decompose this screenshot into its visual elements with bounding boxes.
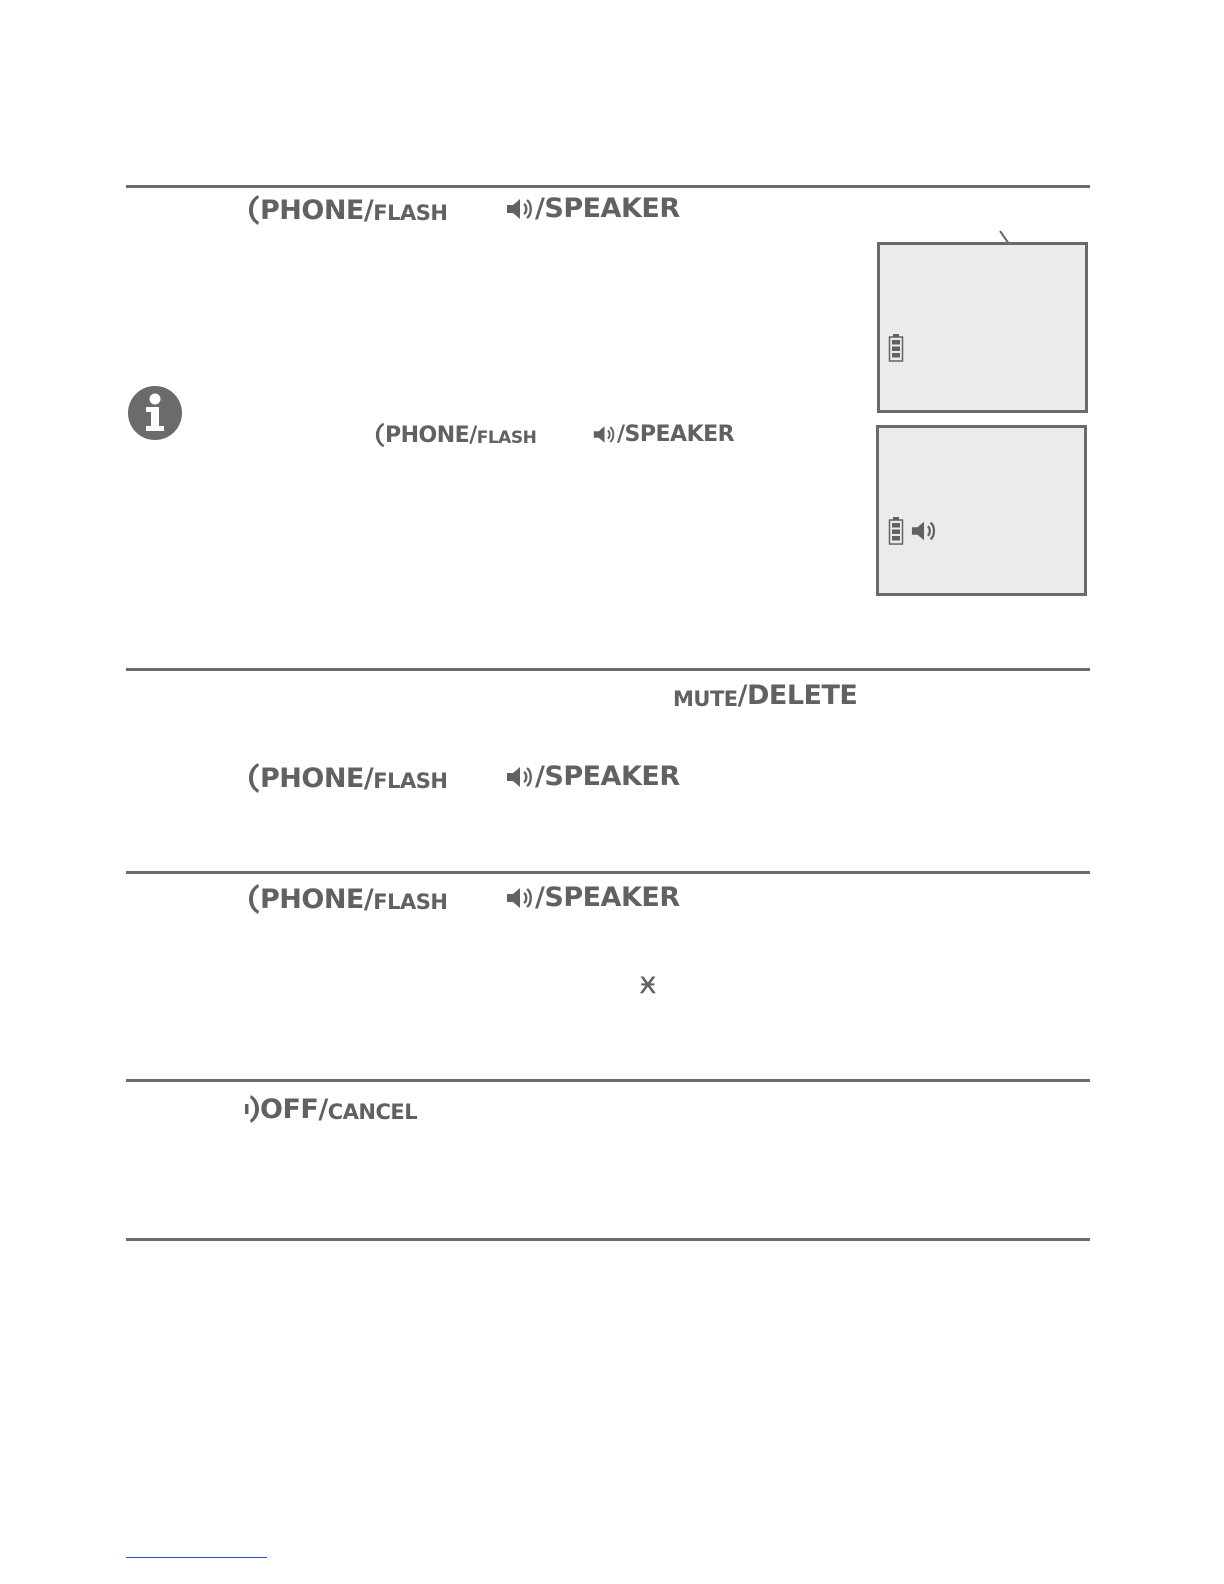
delete-key-main: DELETE bbox=[747, 680, 858, 711]
speaker-icon bbox=[505, 195, 535, 223]
phone-key-main: PHONE bbox=[260, 762, 364, 794]
off-key-main: OFF bbox=[260, 1093, 319, 1125]
mute-key-sub: MUTE bbox=[673, 686, 738, 711]
flash-key-sub: FLASH bbox=[373, 769, 448, 793]
section-divider-2 bbox=[126, 668, 1090, 671]
handset-icon bbox=[248, 193, 260, 227]
off-cancel-key-label bbox=[244, 1092, 417, 1126]
info-icon bbox=[127, 385, 183, 441]
mute-delete-key-label bbox=[673, 680, 857, 711]
key-slash: / bbox=[469, 422, 477, 448]
handset-screen-phone bbox=[877, 242, 1088, 413]
flash-key-sub: FLASH bbox=[373, 201, 448, 225]
key-slash: / bbox=[535, 761, 545, 792]
star-key-symbol: ӿ bbox=[639, 966, 657, 1001]
note-phone-flash-key-label bbox=[375, 421, 536, 449]
speaker-key-label bbox=[505, 761, 680, 792]
speaker-key-main: SPEAKER bbox=[544, 882, 680, 913]
section-divider-4 bbox=[126, 1079, 1090, 1082]
key-slash: / bbox=[318, 1093, 328, 1125]
flash-key-sub: FLASH bbox=[373, 890, 448, 914]
speaker-icon bbox=[592, 423, 617, 446]
handset-icon bbox=[248, 882, 260, 916]
phone-flash-key-label bbox=[248, 882, 447, 916]
phone-key-main: PHONE bbox=[260, 883, 364, 915]
phone-flash-key-label bbox=[248, 761, 447, 795]
speaker-icon bbox=[505, 763, 535, 791]
page-link-underline[interactable] bbox=[126, 1557, 267, 1558]
key-slash: / bbox=[737, 680, 747, 711]
handset-screen-speaker bbox=[876, 425, 1087, 596]
speaker-key-main: SPEAKER bbox=[544, 761, 680, 792]
handset-icon bbox=[248, 761, 260, 795]
section-divider-5 bbox=[126, 1238, 1090, 1241]
phone-flash-key-label bbox=[248, 193, 447, 227]
speaker-icon bbox=[910, 518, 938, 544]
speaker-key-main: SPEAKER bbox=[544, 193, 680, 224]
section-divider-3 bbox=[126, 871, 1090, 874]
hangup-icon bbox=[244, 1092, 260, 1126]
key-slash: / bbox=[535, 882, 545, 913]
battery-icon bbox=[888, 333, 904, 363]
note-speaker-key-label bbox=[592, 422, 734, 447]
key-slash: / bbox=[617, 422, 625, 447]
speaker-key-main: SPEAKER bbox=[624, 422, 735, 447]
cancel-key-sub: CANCEL bbox=[327, 1100, 418, 1124]
key-slash: / bbox=[363, 762, 374, 794]
section-divider-1 bbox=[126, 185, 1090, 188]
key-slash: / bbox=[363, 883, 374, 915]
flash-key-sub: FLASH bbox=[476, 427, 537, 448]
handset-icon bbox=[375, 421, 385, 449]
battery-icon bbox=[888, 516, 904, 546]
speaker-icon bbox=[505, 884, 535, 912]
phone-key-main: PHONE bbox=[260, 194, 364, 226]
key-slash: / bbox=[363, 194, 374, 226]
speaker-key-label bbox=[505, 193, 680, 224]
key-slash: / bbox=[535, 193, 545, 224]
speaker-key-label bbox=[505, 882, 680, 913]
phone-key-main: PHONE bbox=[385, 422, 470, 448]
